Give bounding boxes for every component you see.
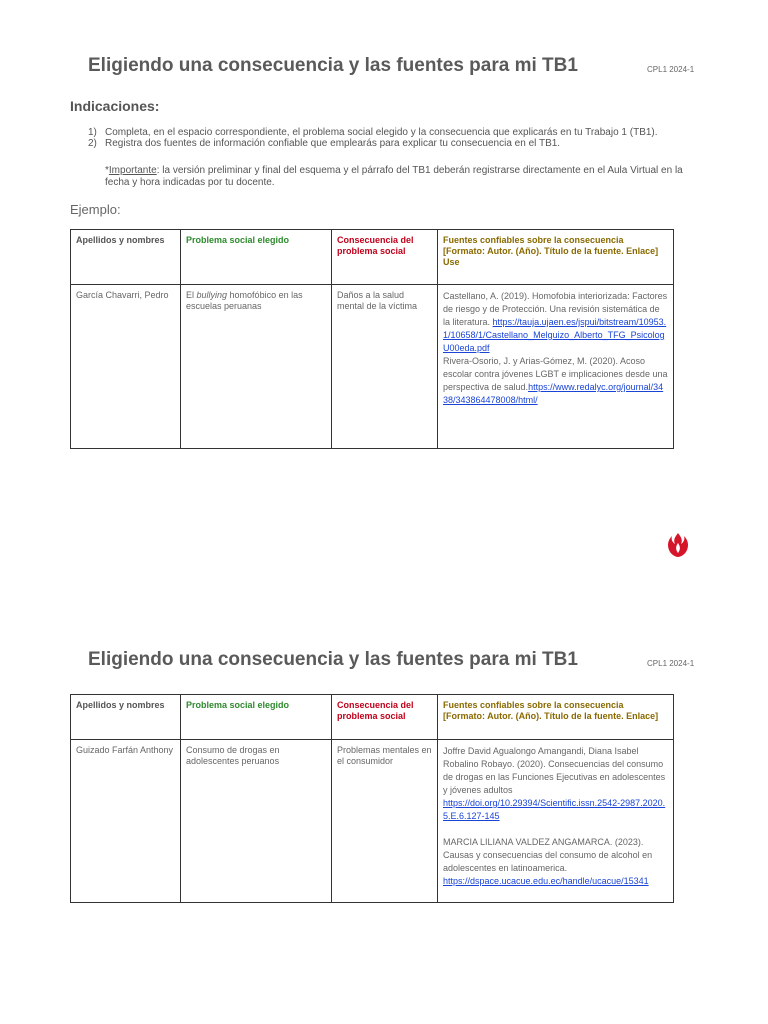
- cell-name: Guizado Farfán Anthony: [71, 740, 181, 903]
- header-sources-title: Fuentes confiables sobre la consecuencia: [443, 235, 624, 245]
- note-text: : la versión preliminar y final del esquema y el párrafo del TB1 deberán registrarse directamente en el Aula Virtual en la fecha y hora indicadas por tu docente.: [105, 165, 683, 188]
- header-name: Apellidos y nombres: [71, 695, 181, 740]
- table-header-row: [71, 230, 674, 285]
- instruction-number: 1): [88, 127, 97, 138]
- instruction-text: Registra dos fuentes de información confiable que emplearás para explicar tu consecuencia en el TB1.: [105, 138, 561, 149]
- upc-flame-logo-icon: [666, 532, 690, 558]
- example-label: Ejemplo:: [70, 202, 121, 217]
- header-sources-title: Fuentes confiables sobre la consecuencia: [443, 700, 624, 710]
- source1-citation: Castellano, A. (2019). Homofobia interiorizada: Factores de riesgo y de Protección. Una revisión sistemática de la literatura.: [443, 291, 668, 327]
- problem-suffix: homofóbico en las escuelas peruanas: [186, 290, 303, 311]
- source2-link[interactable]: https://www.redalyc.org/journal/3438/343864478008/html/: [443, 382, 664, 405]
- source1-link[interactable]: https://tauja.ujaen.es/jspui/bitstream/10953.1/10658/1/Castellano_Melguizo_Alberto_TFG_PsicologU00eda.pdf: [443, 317, 667, 353]
- instruction-number: 2): [88, 138, 97, 149]
- note-asterisk: *: [105, 165, 109, 176]
- example-table: [70, 229, 674, 449]
- header-sources-format: [Formato: Autor. (Año). Título de la fuente. Enlace]: [443, 711, 659, 721]
- page2-course-code: CPL1 2024-1: [647, 659, 695, 668]
- problem-prefix: El: [186, 290, 197, 300]
- header-consequence: Consecuencia del problema social: [332, 695, 438, 740]
- table-row: [71, 285, 674, 449]
- source2-citation: MARCIA LILIANA VALDEZ ANGAMARCA. (2023). Causas y consecuencias del consumo de alcohol en adolescentes en latinoamerica.: [443, 837, 653, 873]
- student-table: [70, 694, 674, 903]
- header-sources: [438, 230, 674, 285]
- cell-problem: [181, 285, 332, 449]
- page1-title: Eligiendo una consecuencia y las fuentes para mi TB1: [88, 55, 578, 76]
- cell-consequence: Problemas mentales en el consumidor: [332, 740, 438, 903]
- header-sources-use: Use: [443, 257, 460, 267]
- header-problem: Problema social elegido: [181, 230, 332, 285]
- instruction-item: [88, 138, 708, 149]
- instruction-text: Completa, en el espacio correspondiente, el problema social elegido y la consecuencia que explicarás en tu Trabajo 1 (TB1).: [105, 127, 658, 138]
- source1-citation: Joffre David Agualongo Amangandi, Diana Isabel Robalino Robayo. (2020). Consecuencias del consumo de drogas en las Funciones Ejecutivas en adolescentes y jóvenes adultos: [443, 746, 666, 795]
- indications-heading: Indicaciones:: [70, 98, 160, 114]
- source2-link[interactable]: https://dspace.ucacue.edu.ec/handle/ucacue/15341: [443, 876, 649, 886]
- cell-name: García Chavarri, Pedro: [71, 285, 181, 449]
- table-row: [71, 740, 674, 903]
- cell-sources: [438, 285, 674, 449]
- header-consequence: Consecuencia del problema social: [332, 230, 438, 285]
- note-important-label: Importante: [108, 165, 157, 176]
- header-problem: Problema social elegido: [181, 695, 332, 740]
- table-header-row: [71, 695, 674, 740]
- instructions-list: [88, 127, 708, 149]
- source2-citation: Rivera-Osorio, J. y Arias-Gómez, M. (2020). Acoso escolar contra jóvenes LGBT e implicaciones desde una perspectiva de salud.: [443, 356, 668, 392]
- cell-consequence: Daños a la salud mental de la víctima: [332, 285, 438, 449]
- page1-course-code: CPL1 2024-1: [647, 65, 695, 74]
- header-sources-format: [Formato: Autor. (Año). Título de la fuente. Enlace]: [443, 246, 659, 256]
- cell-sources: [438, 740, 674, 903]
- problem-italic: bullying: [196, 290, 228, 300]
- cell-problem: Consumo de drogas en adolescentes peruanos: [181, 740, 332, 903]
- source1-link[interactable]: https://doi.org/10.29394/Scientific.issn.2542-2987.2020.5.E.6.127-145: [443, 798, 666, 821]
- header-sources: [438, 695, 674, 740]
- page2-title: Eligiendo una consecuencia y las fuentes para mi TB1: [88, 649, 578, 670]
- header-name: Apellidos y nombres: [71, 230, 181, 285]
- important-note: [105, 165, 705, 189]
- instruction-item: [88, 127, 708, 138]
